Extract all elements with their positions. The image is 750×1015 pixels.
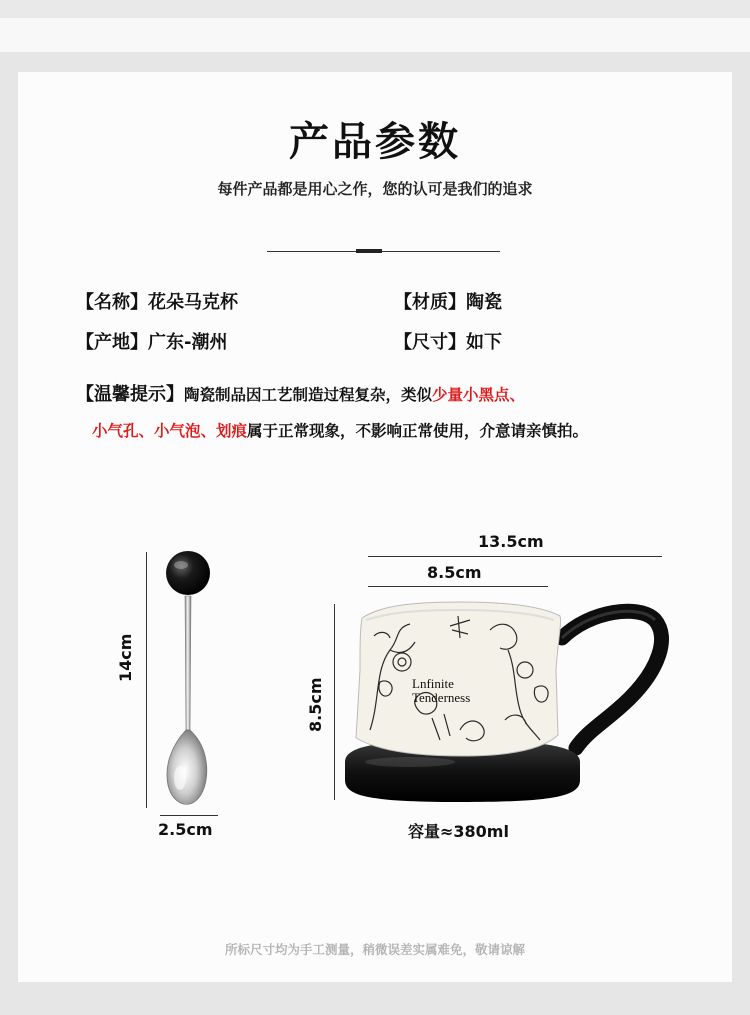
spec-origin-label: 【产地】 xyxy=(76,332,148,353)
spec-name xyxy=(76,288,238,314)
cup-height-label: 8.5cm xyxy=(306,677,325,732)
notice-text-a: 陶瓷制品因工艺制造过程复杂，类似 xyxy=(184,386,433,404)
spec-name-label: 【名称】 xyxy=(76,292,148,313)
capacity-label: 容量≈380ml xyxy=(408,822,509,841)
top-strip xyxy=(0,0,750,18)
divider-line xyxy=(267,251,500,252)
divider-mark xyxy=(356,249,382,253)
mug-illustration xyxy=(340,590,680,810)
cup-total-width-label: 13.5cm xyxy=(478,532,544,551)
cup-total-width-line xyxy=(368,556,662,557)
spoon-illustration xyxy=(150,540,230,820)
spec-size xyxy=(394,328,502,354)
notice-line-1 xyxy=(76,380,525,406)
top-band xyxy=(0,18,750,52)
page-title: 产品参数 xyxy=(289,119,461,165)
page-subtitle: 每件产品都是用心之作，您的认可是我们的追求 xyxy=(217,180,533,198)
notice-text-b: 属于正常现象，不影响正常使用，介意请亲慎拍。 xyxy=(247,422,589,440)
spec-origin xyxy=(76,328,227,354)
cup-height-line xyxy=(334,604,335,800)
spec-name-value: 花朵马克杯 xyxy=(148,292,238,313)
spoon-width-line xyxy=(160,815,218,816)
spoon-length-line xyxy=(146,552,147,808)
spoon-length-label: 14cm xyxy=(116,633,135,682)
cup-body-width-label: 8.5cm xyxy=(427,563,482,582)
content-card xyxy=(18,72,732,982)
notice-red-b: 小气孔、小气泡、划痕 xyxy=(92,422,248,440)
notice-label: 【温馨提示】 xyxy=(76,384,184,405)
spec-material xyxy=(394,288,502,314)
spec-origin-value: 广东-潮州 xyxy=(148,332,228,353)
mug-print-line2: Tenderness xyxy=(412,690,471,705)
notice-red-a: 少量小黑点、 xyxy=(432,386,526,404)
cup-body-width-line xyxy=(368,586,548,587)
spec-size-value: 如下 xyxy=(466,332,502,353)
footer-note: 所标尺寸均为手工测量，稍微误差实属难免，敬请谅解 xyxy=(224,942,525,957)
spec-size-label: 【尺寸】 xyxy=(394,332,466,353)
notice-line-2 xyxy=(92,419,588,441)
spec-material-label: 【材质】 xyxy=(394,292,466,313)
spoon-width-label: 2.5cm xyxy=(158,820,213,839)
mug-print-line1: Lnfinite xyxy=(412,676,454,691)
spec-material-value: 陶瓷 xyxy=(466,292,502,313)
